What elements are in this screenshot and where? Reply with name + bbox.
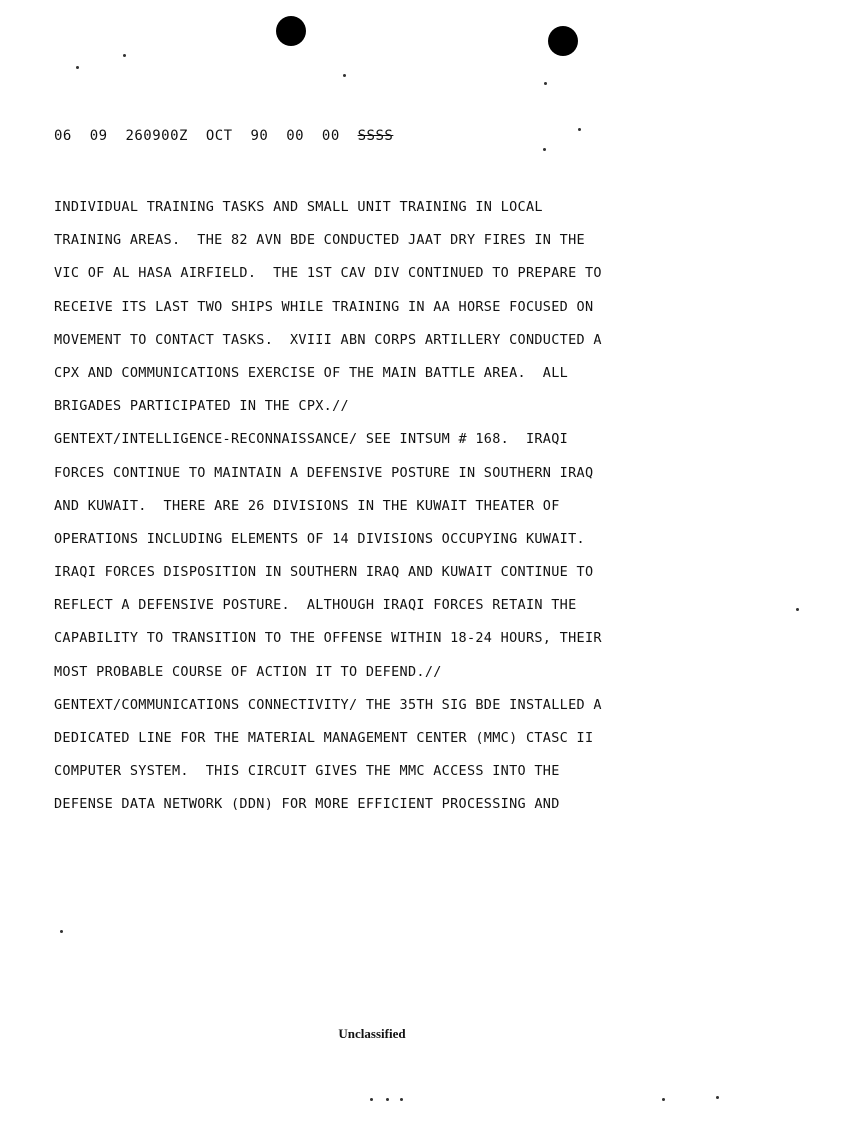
body-line: TRAINING AREAS. THE 82 AVN BDE CONDUCTED JAAT DRY FIRES IN THE <box>54 232 585 249</box>
body-line: OPERATIONS INCLUDING ELEMENTS OF 14 DIVISIONS OCCUPYING KUWAIT. <box>54 530 585 547</box>
body-line: GENTEXT/INTELLIGENCE-RECONNAISSANCE/ SEE INTSUM # 168. IRAQI <box>54 431 569 448</box>
scan-speck <box>543 148 546 151</box>
punch-hole-right <box>548 26 578 56</box>
body-line: GENTEXT/COMMUNICATIONS CONNECTIVITY/ THE 35TH SIG BDE INSTALLED A <box>54 696 602 713</box>
header-field: 00 <box>321 128 340 144</box>
body-line: RECEIVE ITS LAST TWO SHIPS WHILE TRAINING IN AA HORSE FOCUSED ON <box>54 298 594 315</box>
body-line: MOST PROBABLE COURSE OF ACTION IT TO DEFEND.// <box>54 663 442 680</box>
body-line: AND KUWAIT. THERE ARE 26 DIVISIONS IN THE KUWAIT THEATER OF <box>54 497 560 514</box>
body-line: COMPUTER SYSTEM. THIS CIRCUIT GIVES THE MMC ACCESS INTO THE <box>54 763 560 780</box>
message-body <box>54 196 754 827</box>
header-field: 06 <box>54 128 72 144</box>
scan-speck <box>386 1098 389 1101</box>
body-line: VIC OF AL HASA AIRFIELD. THE 1ST CAV DIV CONTINUED TO PREPARE TO <box>54 265 602 282</box>
scan-speck <box>796 608 799 611</box>
body-line: IRAQI FORCES DISPOSITION IN SOUTHERN IRAQ AND KUWAIT CONTINUE TO <box>54 564 594 581</box>
scan-speck <box>370 1098 373 1101</box>
classification-footer: Unclassified <box>338 1026 406 1041</box>
body-line: REFLECT A DEFENSIVE POSTURE. ALTHOUGH IRAQI FORCES RETAIN THE <box>54 597 577 614</box>
scan-speck <box>76 66 79 69</box>
scan-speck <box>343 74 346 77</box>
struck-code: SSSS <box>357 128 394 144</box>
scan-speck <box>544 82 547 85</box>
header-field: OCT <box>205 128 233 144</box>
scan-speck <box>60 930 63 933</box>
body-line: MOVEMENT TO CONTACT TASKS. XVIII ABN CORPS ARTILLERY CONDUCTED A <box>54 331 602 348</box>
scan-speck <box>123 54 126 57</box>
body-line: FORCES CONTINUE TO MAINTAIN A DEFENSIVE POSTURE IN SOUTHERN IRAQ <box>54 464 594 481</box>
header-field: 90 <box>250 128 269 144</box>
punch-hole-left <box>276 16 306 46</box>
body-line: INDIVIDUAL TRAINING TASKS AND SMALL UNIT TRAINING IN LOCAL <box>54 199 543 215</box>
scan-speck <box>400 1098 403 1101</box>
body-line: CAPABILITY TO TRANSITION TO THE OFFENSE WITHIN 18-24 HOURS, THEIR <box>54 630 602 647</box>
body-line: DEDICATED LINE FOR THE MATERIAL MANAGEMENT CENTER (MMC) CTASC II <box>54 730 594 746</box>
header-field: 09 <box>89 128 108 144</box>
scan-speck <box>578 128 581 131</box>
body-line: DEFENSE DATA NETWORK (DDN) FOR MORE EFFICIENT PROCESSING AND <box>54 796 560 813</box>
header-field: 260900Z <box>125 128 188 144</box>
scan-speck <box>662 1098 665 1101</box>
scan-speck <box>716 1096 719 1099</box>
header-field: 00 <box>286 128 305 144</box>
body-line: CPX AND COMMUNICATIONS EXERCISE OF THE MAIN BATTLE AREA. ALL <box>54 364 569 381</box>
message-header <box>54 128 393 144</box>
body-line: BRIGADES PARTICIPATED IN THE CPX.// <box>54 398 349 415</box>
